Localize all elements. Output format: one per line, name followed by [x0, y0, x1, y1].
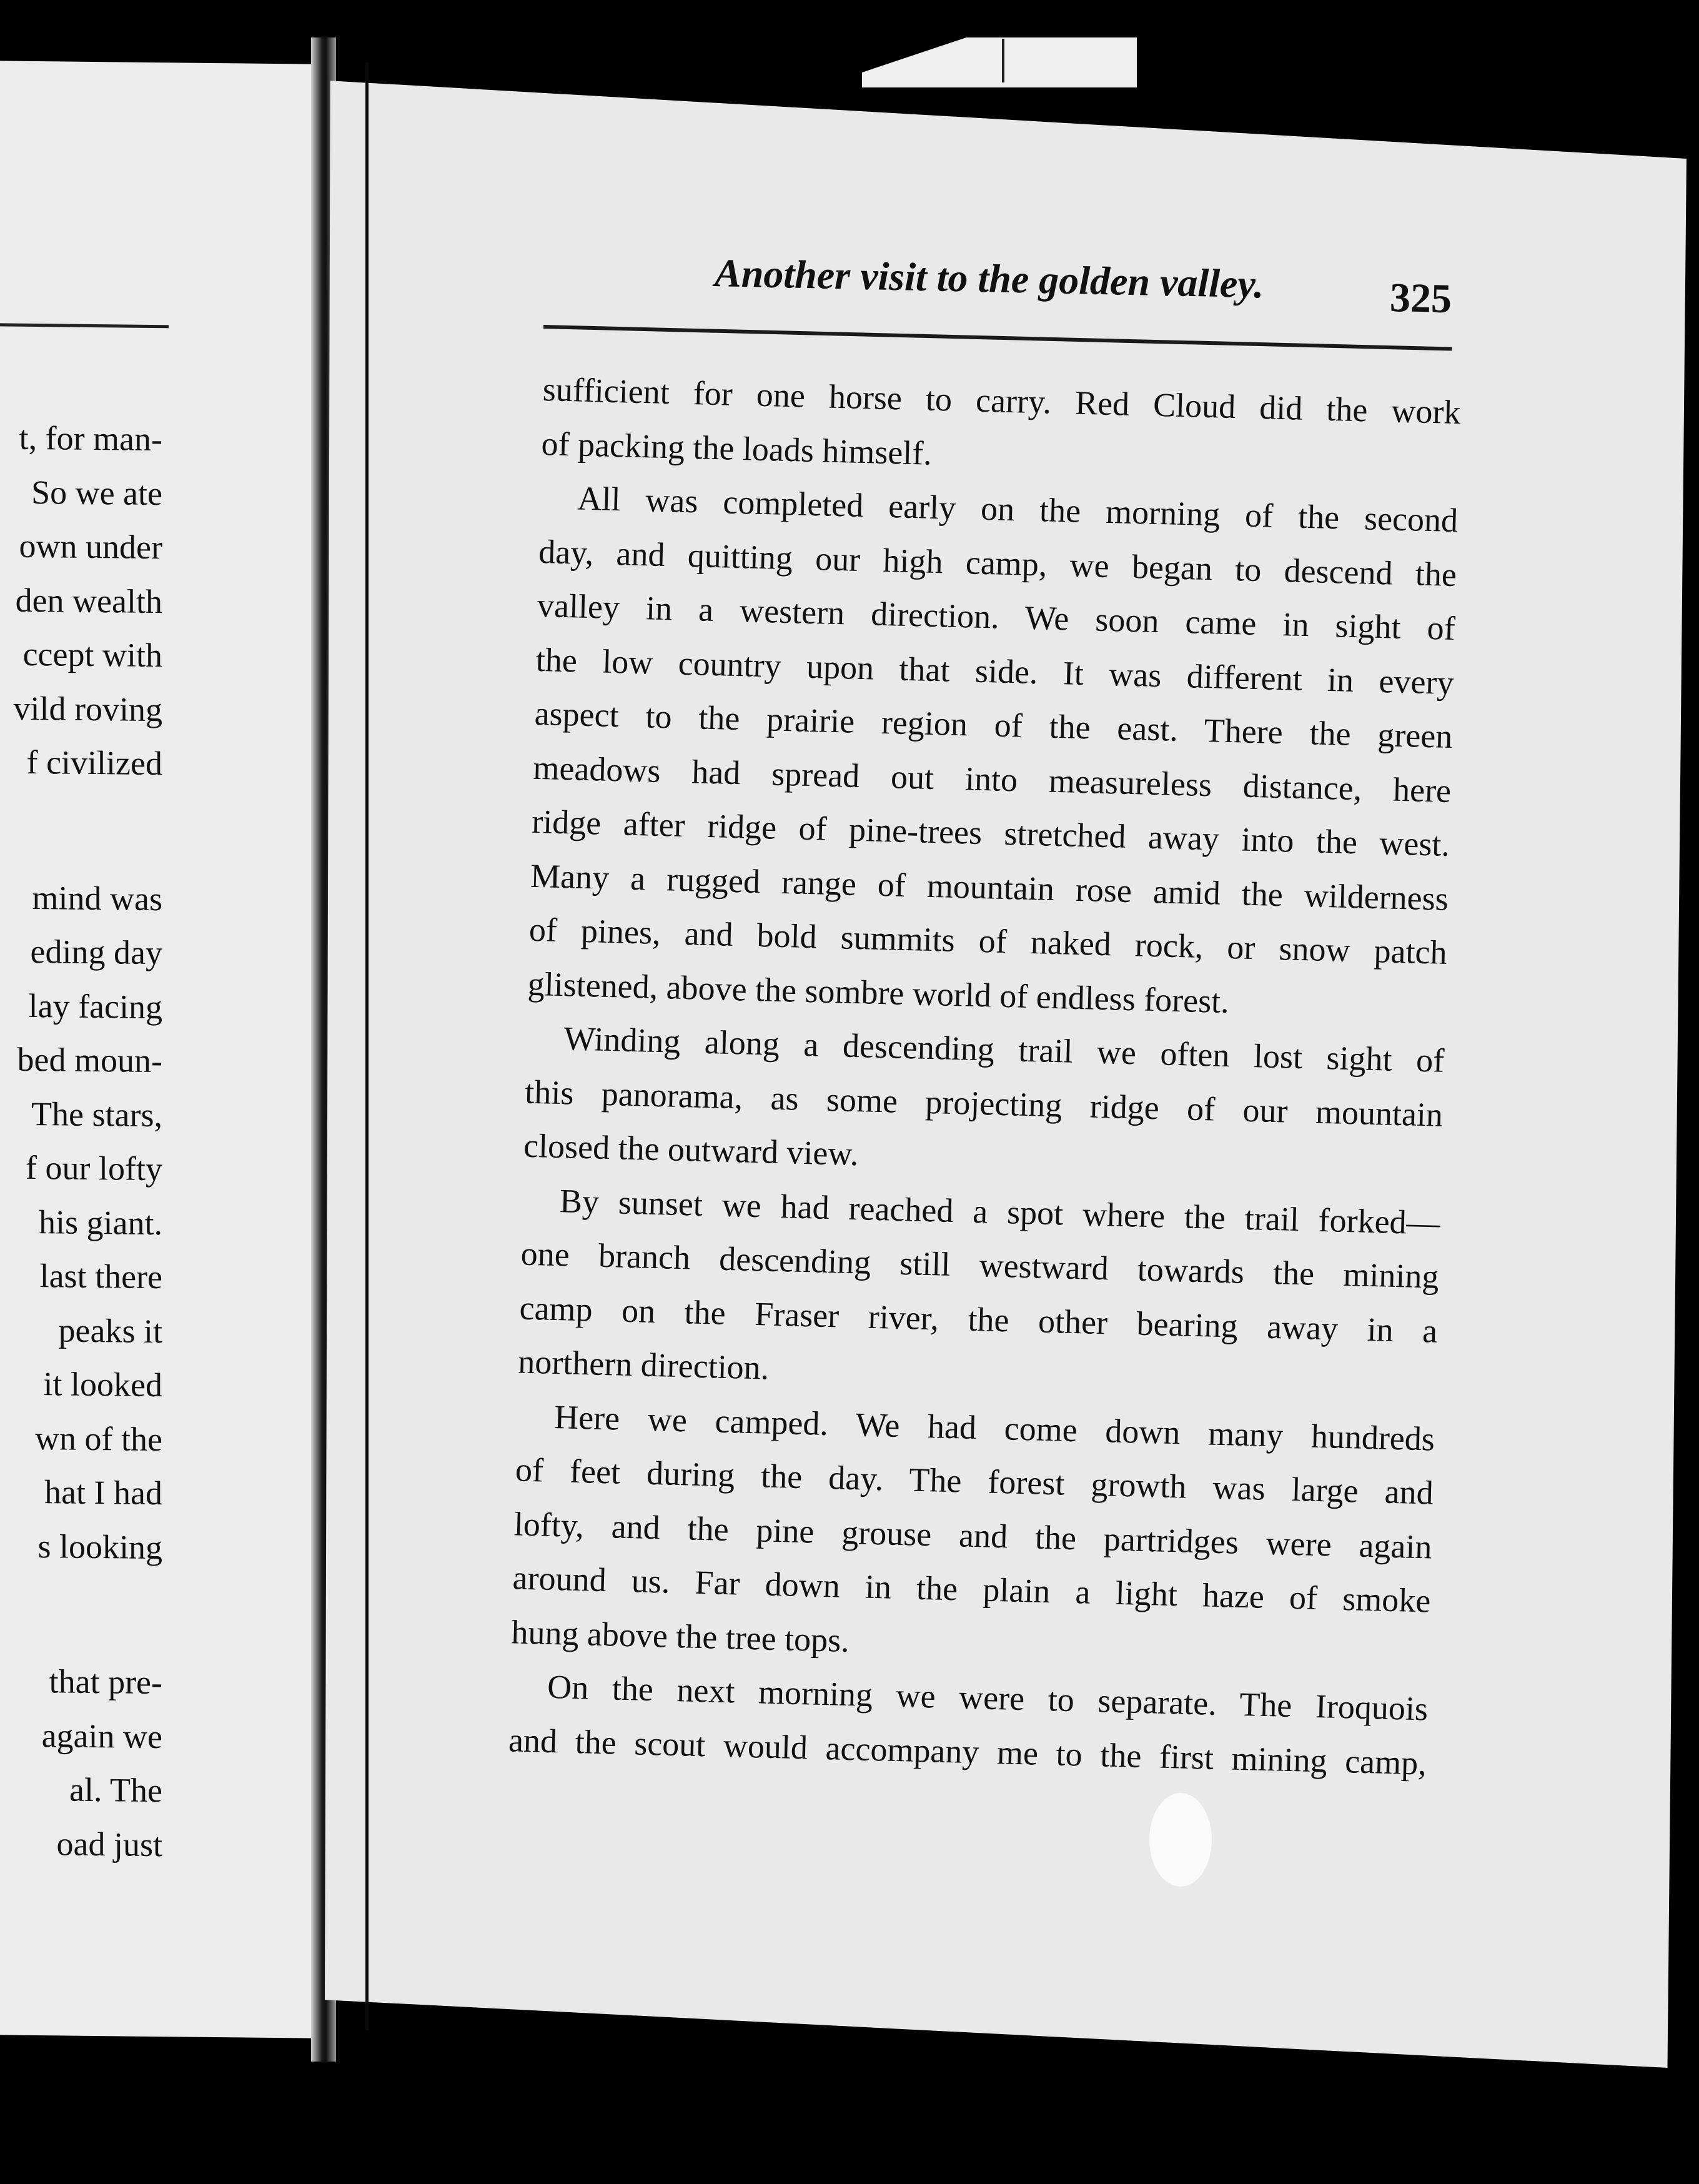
text-line: On the next morning we were to separate. The Iroquois	[547, 1667, 1429, 1728]
text-line: All was completed early on the morning of the second	[577, 479, 1459, 540]
text-line: Here we camped. We had come down many hundreds	[553, 1397, 1435, 1458]
left-text-line: own under	[19, 527, 162, 567]
left-text-line: mind was	[32, 878, 162, 918]
tab-mark	[1002, 39, 1004, 82]
text-line: and the scout would accompany me to the first mining camp,	[508, 1720, 1427, 1782]
left-text-line: ccept with	[22, 635, 162, 675]
page-number: 325	[1389, 274, 1452, 322]
text-line: valley in a western direction. We soon came in sight of	[537, 586, 1456, 648]
left-page-text	[14, 411, 163, 1872]
left-text-line: peaks it	[58, 1311, 162, 1350]
text-line: By sunset we had reached a spot where the trail forked—	[559, 1181, 1441, 1242]
left-text-line: hat I had	[44, 1473, 162, 1512]
text-line: around us. Far down in the plain a light haze of smoke	[512, 1559, 1432, 1620]
left-text-line: that pre-	[49, 1662, 162, 1702]
text-line: ridge after ridge of pine-trees stretched away into the west.	[531, 802, 1450, 863]
left-text-line: f our lofty	[26, 1148, 162, 1188]
left-text-line: last there	[39, 1257, 162, 1296]
left-text-line: lay facing	[28, 986, 162, 1026]
left-text-line: it looked	[43, 1365, 162, 1404]
text-line: day, and quitting our high camp, we began to descend the	[538, 532, 1457, 593]
left-header-rule	[0, 323, 169, 328]
text-line: of feet during the day. The forest growth was large and	[515, 1451, 1434, 1512]
text-line: this panorama, as some projecting ridge of our mountain	[524, 1073, 1444, 1134]
left-text-line: The stars,	[31, 1094, 162, 1134]
text-line: meadows had spread out into measureless distance, here	[532, 748, 1452, 810]
left-text-line: t, for man-	[19, 419, 162, 459]
left-text-gap	[14, 1573, 163, 1655]
left-text-line: So we ate	[31, 473, 162, 512]
left-text-line: bed moun-	[17, 1040, 162, 1080]
text-line: lofty, and the pine grouse and the partridges were again	[513, 1504, 1433, 1566]
left-text-line: f civilized	[26, 743, 162, 783]
text-line: one branch descending still westward towards the mining	[520, 1234, 1440, 1296]
left-text-line: al. The	[69, 1770, 162, 1810]
left-text-line: eding day	[30, 932, 162, 972]
page-body-text	[508, 362, 1461, 1790]
left-page	[0, 61, 312, 2038]
text-line: camp on the Fraser river, the other bearing away in a	[518, 1289, 1438, 1350]
left-text-line: s looking	[37, 1527, 162, 1566]
text-line: the low country upon that side. It was different in every	[535, 640, 1455, 702]
text-line: closed the outward view.	[523, 1126, 859, 1173]
text-line: northern direction.	[517, 1343, 770, 1387]
left-text-line: vild roving	[13, 689, 162, 728]
text-line: of pines, and bold summits of naked rock, or snow patch	[528, 910, 1448, 971]
page-tab	[862, 37, 1137, 87]
left-text-line: his giant.	[39, 1203, 162, 1242]
text-line: aspect to the prairie region of the east. There the green	[534, 694, 1454, 756]
text-line: of packing the loads himself.	[540, 424, 933, 472]
left-text-line: den wealth	[15, 581, 162, 620]
page-edge-line	[365, 62, 369, 2030]
text-line: Winding along a descending trail we often lost sight of	[563, 1020, 1445, 1080]
text-line: Many a rugged range of mountain rose amid the wilderness	[530, 856, 1449, 918]
running-head: Another visit to the golden valley.	[714, 250, 1265, 307]
text-line: glistened, above the sombre world of endless forest.	[527, 965, 1230, 1020]
text-line: sufficient for one horse to carry. Red Cloud did the work	[542, 370, 1462, 432]
text-line: hung above the tree tops.	[510, 1612, 850, 1659]
left-text-line: oad just	[56, 1824, 162, 1864]
left-text-gap	[14, 789, 163, 871]
left-text-line: again we	[41, 1716, 162, 1755]
left-text-line: wn of the	[35, 1419, 162, 1458]
page-stain	[1149, 1793, 1212, 1887]
